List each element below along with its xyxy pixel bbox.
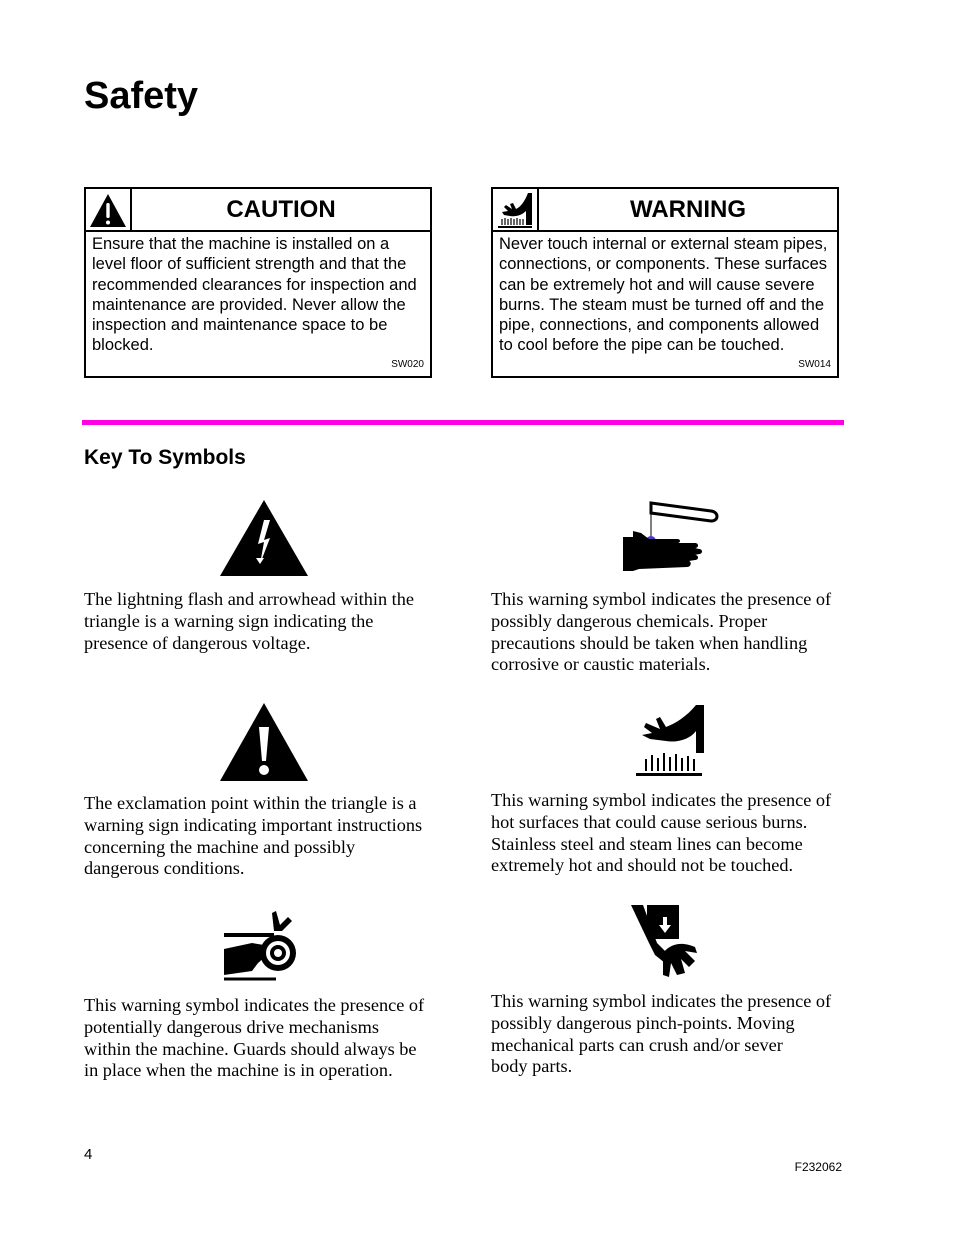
warning-notice: [491, 187, 839, 378]
exclamation-triangle-icon: [86, 189, 132, 230]
exclamation-description: The exclamation point within the triangle is a warning sign indicating important instructions concerning the machine and possibly dangerous conditions.: [84, 793, 423, 879]
hot-surface-hand-icon: [493, 189, 539, 230]
chemical-description: This warning symbol indicates the presence of possibly dangerous chemicals. Proper precautions should be taken when handling corrosive or caustic materials.: [491, 589, 832, 675]
document-code: F232062: [794, 1160, 842, 1174]
drive-mechanism-hand-icon: [222, 909, 298, 988]
warning-text: Never touch internal or external steam pipes, connections, or components. These surfaces can be extremely hot and will cause severe burns. The steam must be turned off and the pipe, connections, and components allowed to cool before the pipe can be touched.: [499, 235, 828, 355]
page-title: Safety: [84, 75, 199, 117]
warning-header: [493, 189, 837, 232]
warning-code: SW014: [798, 358, 831, 370]
lightning-triangle-icon: [220, 500, 308, 581]
lightning-description: The lightning flash and arrowhead within the triangle is a warning sign indicating the presence of dangerous voltage.: [84, 589, 414, 653]
key-to-symbols-heading: Key To Symbols: [84, 446, 246, 469]
chemical-hand-icon: [619, 497, 721, 582]
pinch-point-hand-icon: [629, 903, 699, 984]
warning-title: WARNING: [630, 196, 746, 223]
exclamation-triangle-icon: [220, 703, 308, 786]
caution-title: CAUTION: [226, 196, 336, 223]
hot-surface-hand-icon: [636, 703, 706, 782]
caution-header: [86, 189, 430, 232]
caution-code: SW020: [391, 358, 424, 370]
hot-surface-description: This warning symbol indicates the presence of hot surfaces that could cause serious burns. Stainless steel and steam lines can become extremely hot and should not be touched.: [491, 790, 832, 876]
section-divider: [82, 420, 844, 425]
caution-notice: [84, 187, 432, 378]
drive-mechanism-description: This warning symbol indicates the presence of potentially dangerous drive mechanisms within the machine. Guards should always be in place when the machine is in operation.: [84, 995, 425, 1081]
page-number: 4: [84, 1146, 93, 1163]
caution-text: Ensure that the machine is installed on a level floor of sufficient strength and that the recommended clearances for inspection and maintenance are provided. Never allow the inspection and maintenance space to be blocked.: [92, 235, 417, 355]
pinch-point-description: This warning symbol indicates the presence of possibly dangerous pinch-points. Moving mechanical parts can crush and/or sever body parts.: [491, 991, 832, 1077]
